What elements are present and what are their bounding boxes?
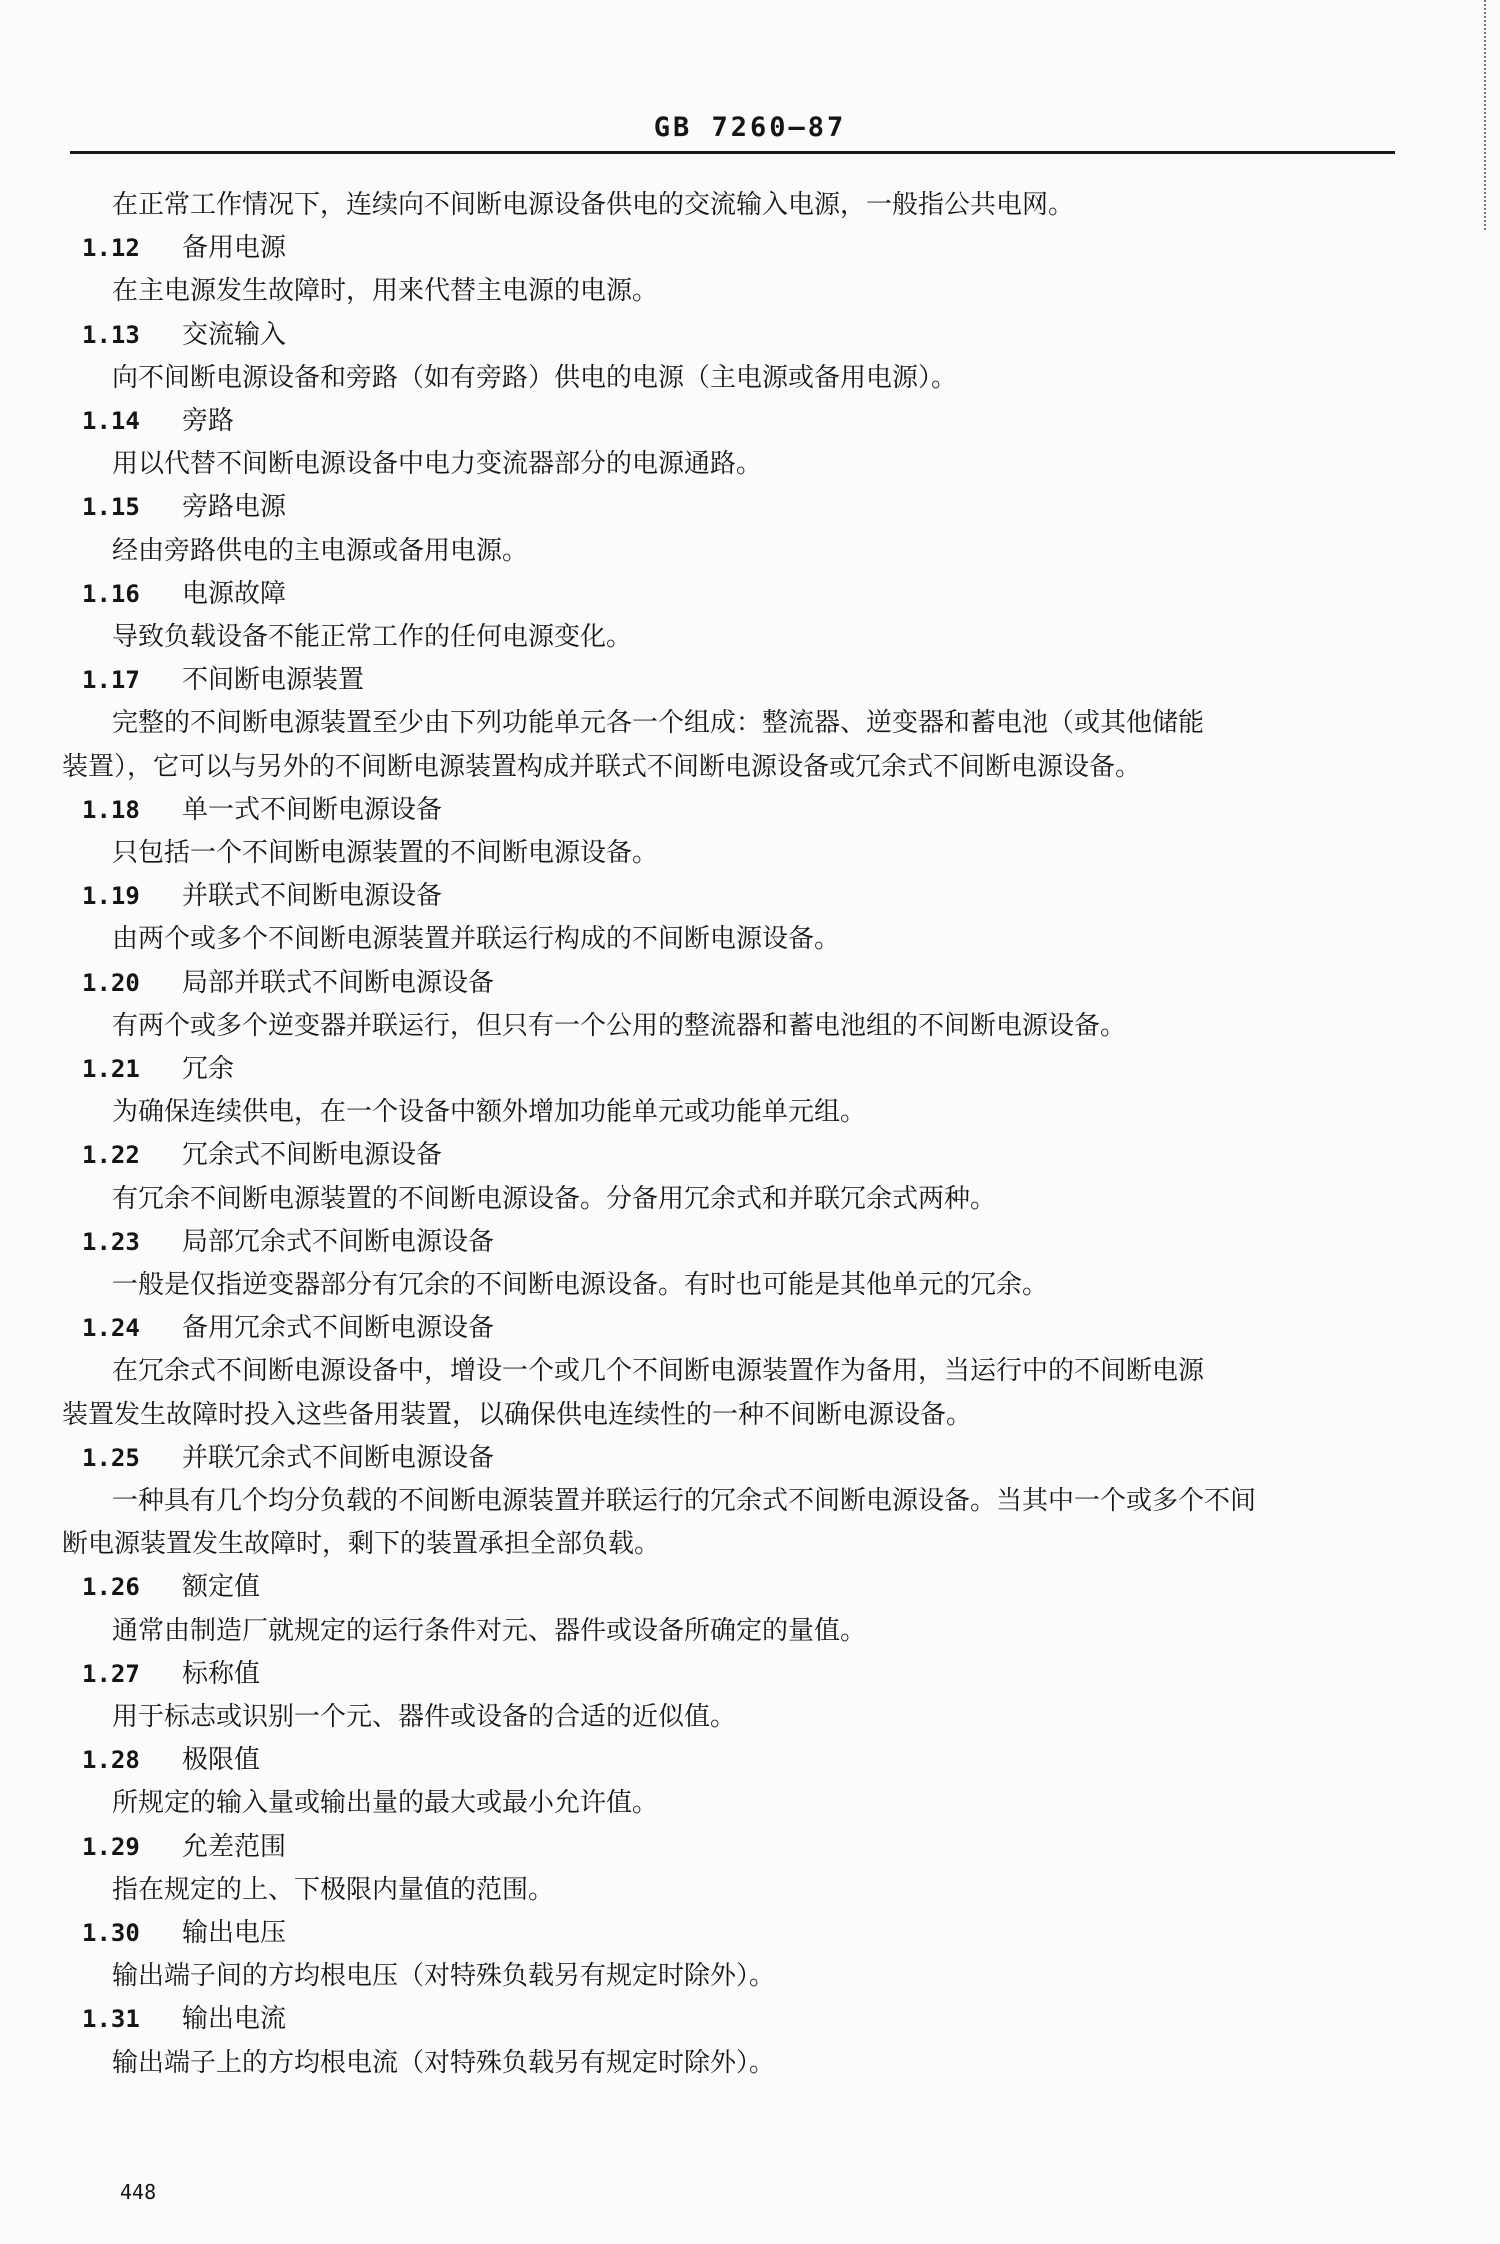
term-number: 1.18: [82, 796, 140, 824]
definition-text: 有冗余不间断电源装置的不间断电源设备。分备用冗余式和并联冗余式两种。: [112, 1184, 997, 1214]
term-title: 允差范围: [182, 1832, 287, 1862]
term-heading: [82, 1224, 494, 1260]
term-title: 旁路电源: [182, 492, 287, 522]
term-title: 电源故障: [182, 579, 287, 609]
term-heading: [82, 1742, 260, 1778]
term-number: 1.25: [82, 1444, 140, 1472]
term-title: 局部并联式不间断电源设备: [182, 968, 495, 998]
definition-text-continued: 装置），它可以与另外的不间断电源装置构成并联式不间断电源设备或冗余式不间断电源设备。: [62, 752, 1142, 782]
definition-text: 用以代替不间断电源设备中电力变流器部分的电源通路。: [112, 449, 763, 479]
definition-text: 一种具有几个均分负载的不间断电源装置并联运行的冗余式不间断电源设备。当其中一个或多个不间: [112, 1486, 1257, 1516]
term-heading: [82, 1569, 260, 1605]
term-heading: [82, 317, 286, 353]
term-number: 1.21: [82, 1055, 140, 1083]
term-number: 1.26: [82, 1573, 140, 1601]
definition-text: 为确保连续供电，在一个设备中额外增加功能单元或功能单元组。: [112, 1097, 867, 1127]
term-number: 1.12: [82, 234, 140, 262]
definition-text: 完整的不间断电源装置至少由下列功能单元各一个组成：整流器、逆变器和蓄电池（或其他储能: [112, 708, 1205, 738]
definition-text-continued: 装置发生故障时投入这些备用装置，以确保供电连续性的一种不间断电源设备。: [62, 1400, 973, 1430]
page-number: 448: [120, 2180, 157, 2204]
term-heading: [82, 792, 442, 828]
term-title: 额定值: [182, 1572, 261, 1602]
term-number: 1.23: [82, 1228, 140, 1256]
term-title: 备用电源: [182, 233, 287, 263]
definition-text: 在主电源发生故障时，用来代替主电源的电源。: [112, 276, 659, 306]
definition-text: 通常由制造厂就规定的运行条件对元、器件或设备所确定的量值。: [112, 1616, 867, 1646]
term-title: 交流输入: [182, 320, 287, 350]
definition-text: 所规定的输入量或输出量的最大或最小允许值。: [112, 1788, 659, 1818]
definition-text: 在冗余式不间断电源设备中，增设一个或几个不间断电源装置作为备用，当运行中的不间断电源: [112, 1356, 1205, 1386]
term-number: 1.24: [82, 1314, 140, 1342]
term-title: 并联冗余式不间断电源设备: [182, 1443, 495, 1473]
term-heading: [82, 1310, 494, 1346]
term-heading: [82, 403, 234, 439]
term-heading: [82, 965, 494, 1001]
standard-code-header: GB 7260—87: [653, 112, 847, 143]
definition-text: 用于标志或识别一个元、器件或设备的合适的近似值。: [112, 1702, 737, 1732]
term-number: 1.22: [82, 1141, 140, 1169]
term-title: 输出电流: [182, 2004, 287, 2034]
term-title: 备用冗余式不间断电源设备: [182, 1313, 495, 1343]
term-title: 并联式不间断电源设备: [182, 881, 443, 911]
term-heading: [82, 489, 286, 525]
term-number: 1.27: [82, 1660, 140, 1688]
term-number: 1.20: [82, 969, 140, 997]
definition-text-continued: 断电源装置发生故障时，剩下的装置承担全部负载。: [62, 1529, 661, 1559]
term-heading: [82, 1656, 260, 1692]
term-number: 1.29: [82, 1833, 140, 1861]
term-heading: [82, 2001, 286, 2037]
term-title: 标称值: [182, 1659, 261, 1689]
term-title: 单一式不间断电源设备: [182, 795, 443, 825]
term-heading: [82, 878, 442, 914]
term-number: 1.13: [82, 321, 140, 349]
definition-text: 输出端子上的方均根电流（对特殊负载另有规定时除外）。: [112, 2048, 776, 2078]
term-heading: [82, 1915, 286, 1951]
term-title: 冗余式不间断电源设备: [182, 1140, 443, 1170]
term-number: 1.30: [82, 1919, 140, 1947]
definition-text: 一般是仅指逆变器部分有冗余的不间断电源设备。有时也可能是其他单元的冗余。: [112, 1270, 1049, 1300]
definition-text: 向不间断电源设备和旁路（如有旁路）供电的电源（主电源或备用电源）。: [112, 363, 958, 393]
definition-text: 输出端子间的方均根电压（对特殊负载另有规定时除外）。: [112, 1961, 776, 1991]
term-heading: [82, 662, 364, 698]
definition-text: 只包括一个不间断电源装置的不间断电源设备。: [112, 838, 659, 868]
term-title: 旁路: [182, 406, 235, 436]
definition-text: 由两个或多个不间断电源装置并联运行构成的不间断电源设备。: [112, 924, 841, 954]
term-title: 局部冗余式不间断电源设备: [182, 1227, 495, 1257]
term-title: 输出电压: [182, 1918, 287, 1948]
definition-text: 导致负载设备不能正常工作的任何电源变化。: [112, 622, 633, 652]
term-heading: [82, 576, 286, 612]
term-heading: [82, 1829, 286, 1865]
term-title: 冗余: [182, 1054, 235, 1084]
term-title: 不间断电源装置: [182, 665, 365, 695]
term-number: 1.31: [82, 2005, 140, 2033]
term-number: 1.14: [82, 407, 140, 435]
term-title: 极限值: [182, 1745, 261, 1775]
term-heading: [82, 1440, 494, 1476]
definition-text: 经由旁路供电的主电源或备用电源。: [112, 536, 529, 566]
term-heading: [82, 230, 286, 266]
term-number: 1.19: [82, 882, 140, 910]
term-number: 1.15: [82, 493, 140, 521]
term-number: 1.16: [82, 580, 140, 608]
term-heading: [82, 1051, 234, 1087]
term-number: 1.17: [82, 666, 140, 694]
definition-text: 指在规定的上、下极限内量值的范围。: [112, 1875, 555, 1905]
term-number: 1.28: [82, 1746, 140, 1774]
term-heading: [82, 1137, 442, 1173]
definition-text: 在正常工作情况下，连续向不间断电源设备供电的交流输入电源，一般指公共电网。: [112, 190, 1075, 220]
definition-text: 有两个或多个逆变器并联运行，但只有一个公用的整流器和蓄电池组的不间断电源设备。: [112, 1011, 1127, 1041]
header-rule: [70, 151, 1395, 154]
